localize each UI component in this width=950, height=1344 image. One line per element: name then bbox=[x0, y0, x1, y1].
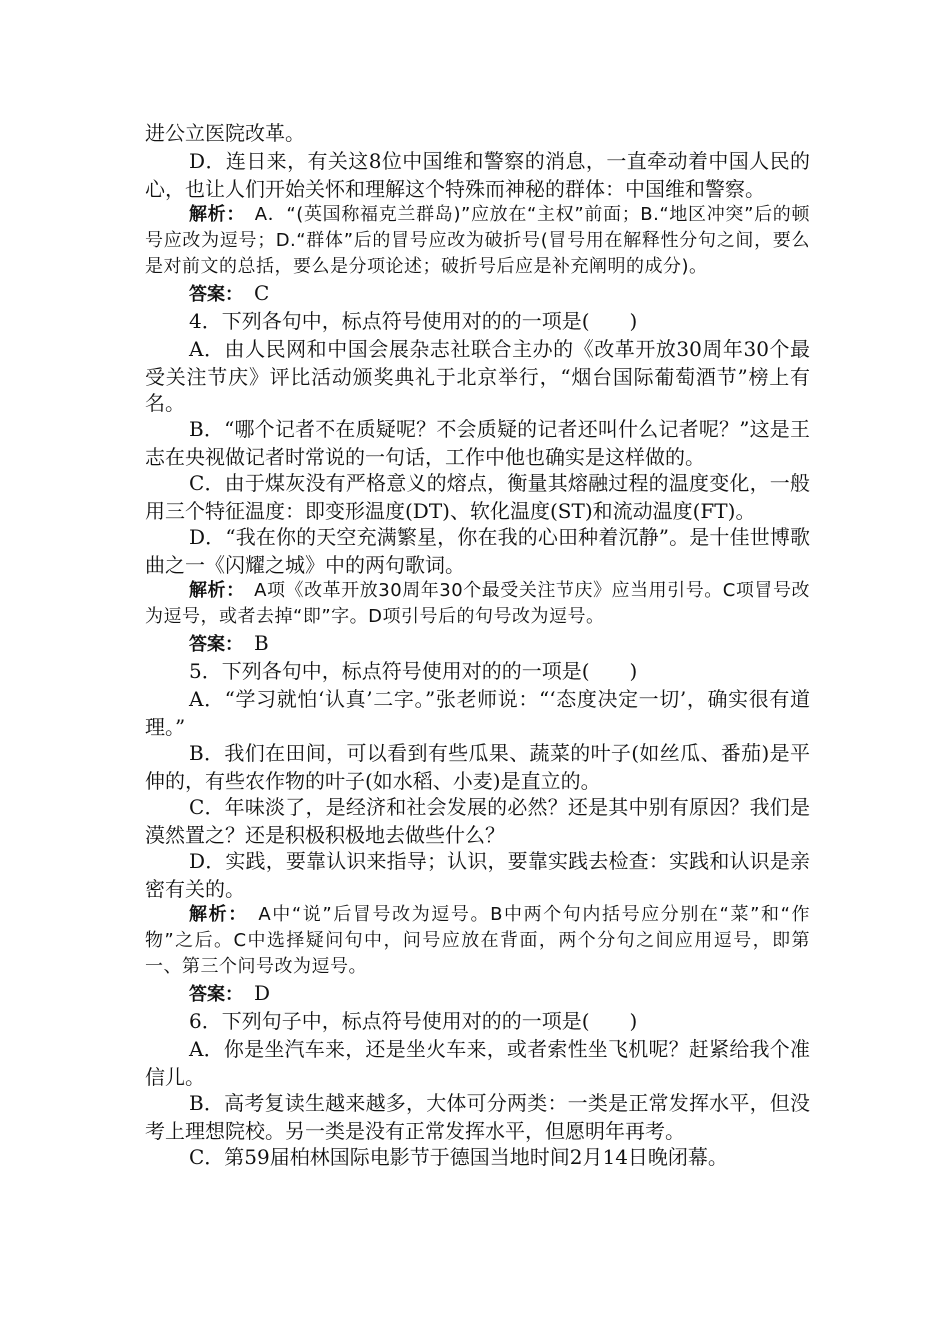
question-stem: 4．下列各句中，标点符号使用对的的一项是( ) bbox=[189, 309, 638, 333]
paragraph-11 bbox=[145, 658, 810, 686]
answer-label: 答案： bbox=[189, 284, 234, 305]
paragraph-14 bbox=[145, 794, 810, 848]
paragraph-17 bbox=[145, 980, 810, 1008]
paragraph-0 bbox=[145, 120, 810, 148]
paragraph-13 bbox=[145, 740, 810, 794]
paragraph-7 bbox=[145, 470, 810, 524]
paragraph-5 bbox=[145, 336, 810, 416]
question-stem: 5．下列各句中，标点符号使用对的的一项是( ) bbox=[189, 659, 638, 683]
analysis-label: 解析： bbox=[189, 904, 239, 925]
paragraph-20 bbox=[145, 1090, 810, 1144]
answer-text: D bbox=[234, 981, 271, 1005]
paragraph-16 bbox=[145, 902, 810, 980]
answer-text: C bbox=[234, 281, 270, 305]
paragraph-4 bbox=[145, 308, 810, 336]
option-text: A．你是坐汽车来，还是坐火车来，或者索性坐飞机呢？赶紧给我个准信儿。 bbox=[145, 1037, 810, 1089]
paragraph-15 bbox=[145, 848, 810, 902]
paragraph-19 bbox=[145, 1036, 810, 1090]
paragraph-3 bbox=[145, 280, 810, 308]
paragraph-10 bbox=[145, 630, 810, 658]
option-text: D．实践，要靠认识来指导；认识，要靠实践去检查：实践和认识是亲密有关的。 bbox=[145, 849, 810, 901]
paragraph-2 bbox=[145, 202, 810, 280]
paragraph-1 bbox=[145, 148, 810, 202]
analysis-label: 解析： bbox=[189, 204, 237, 225]
question-stem: 6．下列句子中，标点符号使用对的的一项是( ) bbox=[189, 1009, 638, 1033]
paragraph-6 bbox=[145, 416, 810, 470]
analysis-label: 解析： bbox=[189, 580, 236, 601]
option-text: C．第59届柏林国际电影节于德国当地时间2月14日晚闭幕。 bbox=[189, 1145, 728, 1169]
analysis-text: A项《改革开放30周年30个最受关注节庆》应当用引号。C项冒号改为逗号，或者去掉“即”字。D项引号后的句号改为逗号。 bbox=[145, 580, 810, 627]
answer-label: 答案： bbox=[189, 634, 234, 655]
paragraph-12 bbox=[145, 686, 810, 740]
analysis-text: A中“说”后冒号改为逗号。B中两个句内括号应分别在“菜”和“作物”之后。C中选择疑问句中，问号应放在背面，两个分句之间应用逗号，即第一、第三个问号改为逗号。 bbox=[145, 904, 811, 977]
paragraph-18 bbox=[145, 1008, 810, 1036]
document-page bbox=[145, 120, 810, 1172]
analysis-text: A．“(英国称福克兰群岛)”应放在“主权”前面；B.“地区冲突”后的顿号应改为逗号；D.“群体”后的冒号应改为破折号(冒号用在解释性分句之间，要么是对前文的总括，要么是分项论述；破折号后应是补充阐明的成分)。 bbox=[145, 204, 810, 277]
answer-label: 答案： bbox=[189, 984, 234, 1005]
option-text: A．由人民网和中国会展杂志社联合主办的《改革开放30周年30个最受关注节庆》评比活动颁奖典礼于北京举行，“烟台国际葡萄酒节”榜上有名。 bbox=[145, 337, 810, 415]
answer-text: B bbox=[234, 631, 269, 655]
option-text: B．“哪个记者不在质疑呢？不会质疑的记者还叫什么记者呢？”这是王志在央视做记者时常说的一句话，工作中他也确实是这样做的。 bbox=[145, 417, 810, 469]
option-text: C．由于煤灰没有严格意义的熔点，衡量其熔融过程的温度变化，一般用三个特征温度：即变形温度(DT)、软化温度(ST)和流动温度(FT)。 bbox=[145, 471, 810, 523]
paragraph-9 bbox=[145, 578, 810, 630]
paragraph-8 bbox=[145, 524, 810, 578]
option-text: A．“学习就怕‘认真’二字。”张老师说：“‘态度决定一切’，确实很有道理。” bbox=[145, 687, 810, 739]
option-text: C．年味淡了，是经济和社会发展的必然？还是其中别有原因？我们是漠然置之？还是积极积极地去做些什么？ bbox=[145, 795, 810, 847]
paragraph-21 bbox=[145, 1144, 810, 1172]
paragraph-text: D．连日来，有关这8位中国维和警察的消息，一直牵动着中国人民的心，也让人们开始关怀和理解这个特殊而神秘的群体：中国维和警察。 bbox=[145, 149, 810, 201]
paragraph-text: 进公立医院改革。 bbox=[145, 121, 305, 145]
option-text: B．我们在田间，可以看到有些瓜果、蔬菜的叶子(如丝瓜、番茄)是平伸的，有些农作物的叶子(如水稻、小麦)是直立的。 bbox=[145, 741, 810, 793]
option-text: D．“我在你的天空充满繁星，你在我的心田种着沉静”。是十佳世博歌曲之一《闪耀之城》中的两句歌词。 bbox=[145, 525, 810, 577]
option-text: B．高考复读生越来越多，大体可分两类：一类是正常发挥水平，但没考上理想院校。另一类是没有正常发挥水平，但愿明年再考。 bbox=[145, 1091, 810, 1143]
